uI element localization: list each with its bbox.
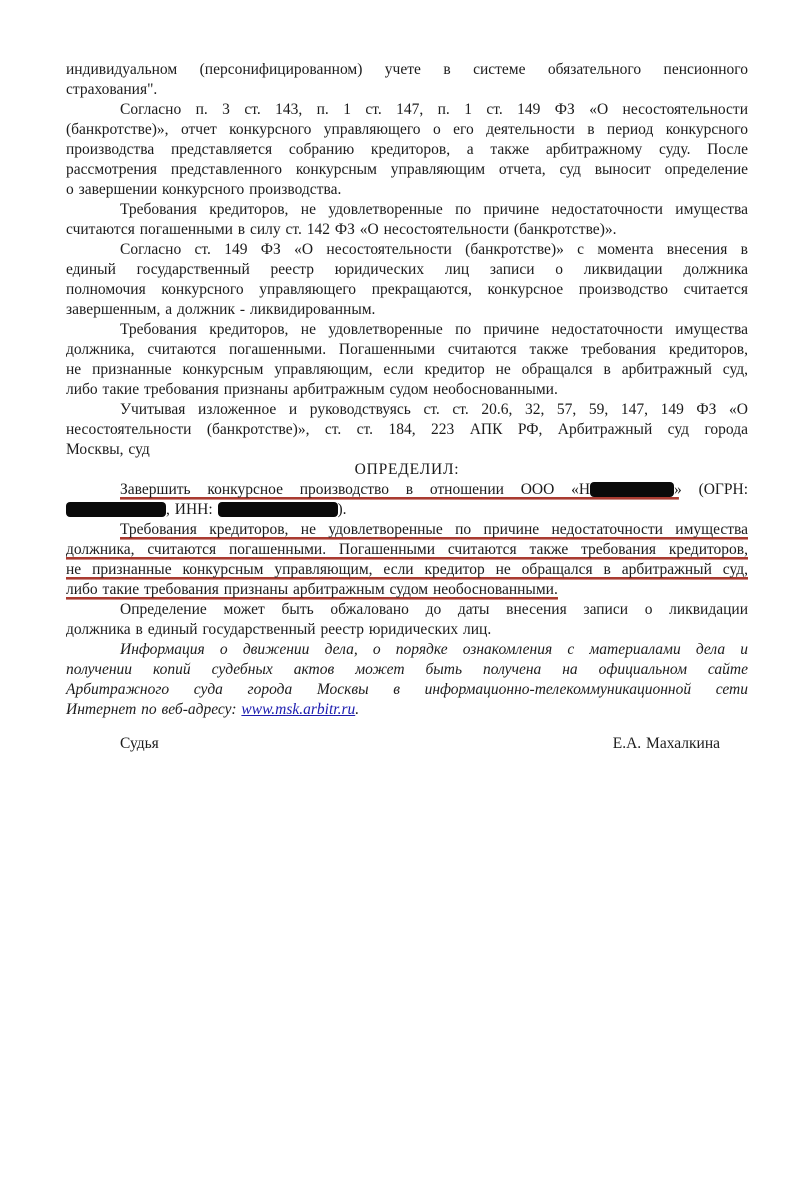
paragraph-line: производства представляется собранию кредиторов, а также арбитражному суду. После	[66, 141, 748, 158]
paragraph-line: страхования".	[66, 81, 158, 98]
judge-role-label: Судья	[120, 735, 159, 752]
paragraph-line: завершенным, а должник - ликвидированным.	[66, 301, 376, 318]
inn-label: , ИНН:	[166, 501, 218, 518]
ruling-heading: ОПРЕДЕЛИЛ:	[354, 461, 460, 478]
ruling-line-end: ).	[337, 501, 347, 518]
document-page	[66, 60, 748, 754]
info-line-with-link	[66, 700, 748, 720]
ruling-claims-line: должника, считаются погашенными. Погашенными считаются также требования кредиторов,	[66, 541, 748, 558]
signature-row	[66, 734, 748, 754]
info-line: Информация о движении дела, о порядке ознакомления с материалами дела и	[120, 641, 748, 658]
appeal-line: должника в единый государственный реестр юридических лиц.	[66, 621, 492, 638]
redaction-ogrn	[66, 502, 166, 517]
paragraph-line: (банкротстве)», отчет конкурсного управляющего о его деятельности в период конкурсного	[66, 121, 748, 138]
paragraph-line: должника, считаются погашенными. Погашенными считаются также требования кредиторов,	[66, 341, 748, 358]
info-line: Арбитражного суда города Москвы в информационно-телекоммуникационной сети	[66, 681, 748, 698]
court-website-link[interactable]: www.msk.arbitr.ru	[241, 701, 356, 718]
ruling-claims-line	[66, 580, 748, 600]
paragraph-line: рассмотрения представленного конкурсным управляющим отчета, суд выносит определение	[66, 161, 748, 178]
paragraph-line: не признанные конкурсным управляющим, если кредитор не обращался в арбитражный суд,	[66, 361, 748, 378]
paragraph-line: полномочия конкурсного управляющего прекращаются, конкурсное производство считается	[66, 281, 748, 298]
paragraph-line: Москвы, суд	[66, 441, 150, 458]
judge-name: Е.А. Махалкина	[612, 735, 720, 752]
paragraph-line: Требования кредиторов, не удовлетворенные по причине недостаточности имущества	[120, 321, 748, 338]
redaction-inn	[218, 502, 338, 517]
paragraph-line: Учитывая изложенное и руководствуясь ст. ст. 20.6, 32, 57, 59, 147, 149 ФЗ «О	[120, 401, 748, 418]
paragraph-line: Согласно ст. 149 ФЗ «О несостоятельности (банкротстве)» с момента внесения в	[120, 241, 748, 258]
paragraph-line: Согласно п. 3 ст. 143, п. 1 ст. 147, п. 1 ст. 149 ФЗ «О несостоятельности	[120, 101, 748, 118]
paragraph-line: единый государственный реестр юридических лиц записи о ликвидации должника	[66, 261, 748, 278]
appeal-line: Определение может быть обжаловано до даты внесения записи о ликвидации	[120, 601, 748, 618]
closing-quote: »	[674, 481, 682, 498]
ogrn-label: (ОГРН:	[681, 481, 749, 498]
ruling-claims-line: не признанные конкурсным управляющим, если кредитор не обращался в арбитражный суд,	[66, 561, 748, 578]
ruling-company-text: Завершить конкурсное производство в отношении ООО «Н	[120, 481, 591, 498]
web-address-label: Интернет по веб-адресу:	[66, 701, 242, 718]
paragraph-line: либо такие требования признаны арбитражным судом необоснованными.	[66, 381, 558, 398]
info-line: получении копий судебных актов может быть получена на официальном сайте	[66, 661, 748, 678]
paragraph-line: о завершении конкурсного производства.	[66, 181, 342, 198]
paragraph-line: Требования кредиторов, не удовлетворенные по причине недостаточности имущества	[120, 201, 748, 218]
ruling-line-registry-numbers	[66, 500, 748, 520]
paragraph-line: считаются погашенными в силу ст. 142 ФЗ «О несостоятельности (банкротстве)».	[66, 221, 617, 238]
paragraph-line: индивидуальном (персонифицированном) учете в системе обязательного пенсионного	[66, 61, 748, 78]
ruling-line-company	[66, 480, 748, 500]
ruling-claims-line: Требования кредиторов, не удовлетворенные по причине недостаточности имущества	[66, 520, 748, 540]
redaction-company-name	[590, 482, 674, 497]
ruling-claims-line-text: либо такие требования признаны арбитражным судом необоснованными.	[66, 581, 558, 598]
sentence-period: .	[355, 701, 360, 718]
paragraph-line: несостоятельности (банкротстве)», ст. ст. 184, 223 АПК РФ, Арбитражный суд города	[66, 421, 748, 438]
